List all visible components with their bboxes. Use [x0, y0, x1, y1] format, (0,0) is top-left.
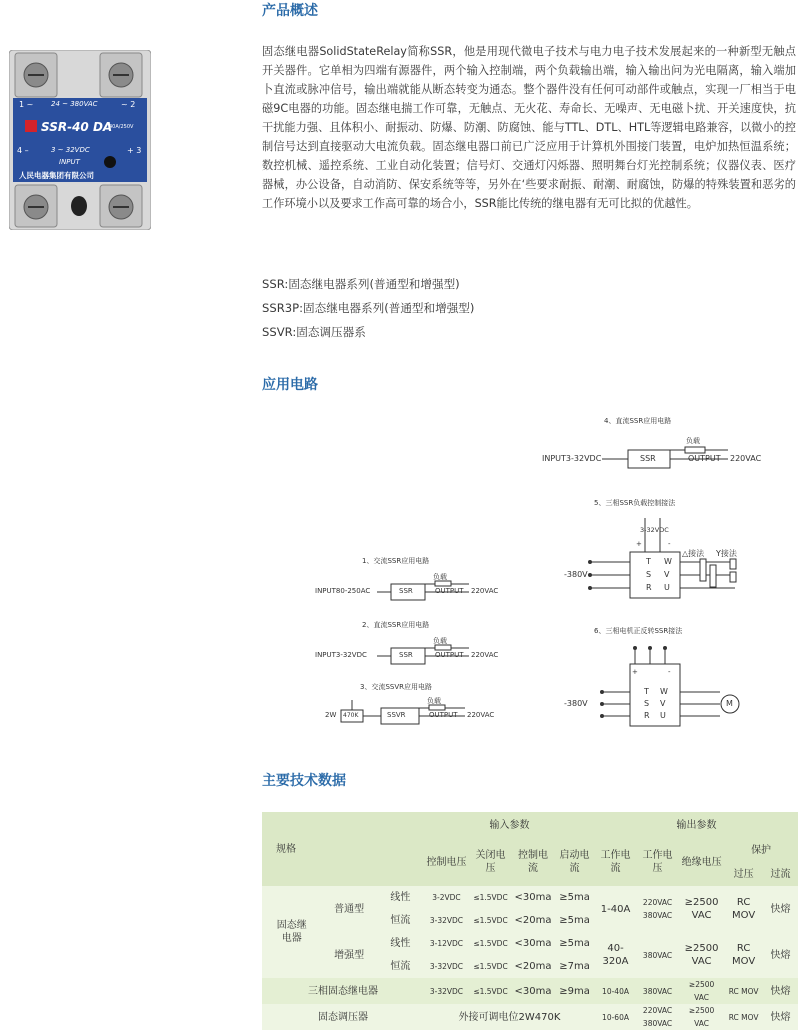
terminal-range-bottom: 3 ~ 32VDC: [51, 146, 90, 154]
circuit-4-caption: 4、直流SSR应用电路: [604, 417, 672, 425]
circuit-3-watt: 2W: [325, 711, 337, 719]
circuit-2-volt: 220VAC: [471, 651, 499, 659]
circuit-6-minus: -: [668, 668, 671, 676]
start-i-3: ≥5ma: [559, 938, 590, 949]
regulator-iso-v: ≥2500 VAC: [688, 1006, 715, 1028]
circuit-5-dc: 3-32VDC: [640, 526, 669, 534]
header-off-v: 关闭电压: [475, 850, 506, 874]
circuit-1-output: OUTPUT: [435, 587, 464, 595]
terminal-2: ~ 2: [121, 100, 136, 109]
off-v-4: ≤1.5VDC: [473, 962, 508, 971]
overview-text: [262, 42, 796, 213]
product-image: [9, 50, 151, 230]
specs-heading: 主要技术数据: [262, 773, 346, 789]
circuit-5-volt: -380V: [564, 570, 588, 579]
terminal-3: + 3: [127, 146, 142, 155]
circuit-4: [540, 434, 780, 474]
circuit-6-right-v: V: [660, 699, 666, 708]
spec-table: [262, 812, 798, 1030]
ctrl-i-1: <30ma: [514, 892, 552, 903]
circuit-5-caption: 5、三相SSR负载控制接法: [594, 499, 676, 507]
off-v-2: ≤1.5VDC: [473, 916, 508, 925]
circuit-6-volt: -380V: [564, 699, 588, 708]
circuits-heading: 应用电路: [262, 377, 318, 393]
circuit-5-left-s: S: [646, 570, 652, 579]
circuit-5-plus: +: [636, 540, 642, 548]
circuit-2-caption: 2、直流SSR应用电路: [362, 621, 430, 629]
normal-iso-v: ≥2500 VAC: [684, 897, 719, 921]
circuit-6: [560, 640, 790, 740]
circuit-1: [315, 572, 525, 604]
overview-paragraph: 固态继电器SolidStateRelay简称SSR，他是用现代微电子技术与电力电子技术发展起来的一种新型无触点开关器件。它单相为四端有源器件，两个输入控制端，两个负载输出端，输入输出问为光电隔离，输入端加卜直流或脉冲信号，输出端就能从断态转变为通态。整个器件没有任何可动部件或触点，实现一厂相当于电磁9C电器的功能。固态继电揣工作可靠，无触点、无火花、寿命长、无噪声、无电磁卜扰、开关速度快，抗干扰能力强、且体积小、耐振动、防爆、防潮、防腐蚀、能与TTL、DTL、HTL等逻辑电路兼容，以微小的控制信号达到直接驱动大电流负载。固态继电器口前已广泛应用于计算机外围接门装置，电炉加热恒温系统；数控机械、遥控系统、工业自动化装置；信号灯、交通灯闪烁器、照明舞台灯光控制系统；仪器仪表、医疗器械，办公设备，自动消防、保安系统等等，另外在‘些要求耐振、耐潮、耐腐蚀，防爆的特殊装置和恶劣的工作环境小以及要求工作高可靠的场合小，SSR能比传统的继电器有无可比拟的优越性。: [262, 45, 796, 210]
terminal-range-top: 24 ~ 380VAC: [51, 100, 98, 108]
header-protect: 保护: [751, 844, 772, 856]
type-normal: 普通型: [334, 903, 365, 915]
product-rating: 40A/250V: [109, 124, 134, 130]
regulator-work-i: 10-60A: [602, 1012, 629, 1022]
circuit-1-caption: 1、交流SSR应用电路: [362, 557, 430, 565]
circuit-5-star: Y接法: [716, 549, 737, 558]
enh-iso-v: ≥2500 VAC: [684, 943, 719, 967]
enh-oc: 快熔: [770, 949, 791, 961]
header-work-v: 工作电压: [642, 850, 673, 874]
row-linear-2: 线性: [390, 938, 411, 949]
terminal-4: 4 –: [17, 146, 29, 155]
motor-icon: M: [726, 699, 733, 708]
circuit-5: [560, 512, 800, 612]
ctrl-v-2: 3-32VDC: [429, 916, 464, 925]
group-ssr: 固态继电器: [276, 920, 307, 944]
circuit-2: [315, 636, 525, 668]
off-v-1: ≤1.5VDC: [473, 893, 508, 902]
enh-ov: RC MOV: [732, 943, 756, 967]
circuit-5-right-w: W: [664, 557, 672, 566]
three-phase-work-v: 380VAC: [642, 986, 673, 996]
start-i-1: ≥5ma: [559, 892, 590, 903]
circuit-6-right-w: W: [660, 687, 668, 696]
normal-work-v: 220VAC 380VAC: [642, 898, 673, 920]
start-i-4: ≥7ma: [559, 961, 590, 972]
product-model: SSR-40 DA: [41, 120, 113, 134]
input-label: INPUT: [59, 158, 80, 166]
circuit-5-delta: △接法: [682, 549, 705, 558]
circuit-5-left-t: T: [646, 557, 651, 566]
ctrl-v-4: 3-32VDC: [429, 962, 464, 971]
circuit-5-minus: -: [668, 540, 671, 548]
start-i-2: ≥5ma: [559, 915, 590, 926]
regulator-label: 固态调压器: [317, 1011, 368, 1023]
circuit-5-left-r: R: [646, 583, 652, 592]
header-ctrl-i: 控制电流: [518, 850, 549, 874]
circuit-4-input: INPUT3-32VDC: [542, 454, 602, 463]
ctrl-i-4: <20ma: [514, 961, 552, 972]
header-work-i: 工作电流: [600, 850, 631, 874]
regulator-work-v: 220VAC 380VAC: [642, 1006, 673, 1028]
header-start-i: 启动电流: [559, 850, 590, 874]
circuit-4-load: 负载: [686, 437, 700, 445]
circuit-6-caption: 6、三相电机正反转SSR接法: [594, 627, 683, 635]
circuit-3-box: SSVR: [387, 711, 406, 719]
regulator-input: 外接可调电位2W470K: [458, 1011, 561, 1023]
three-phase-iso-v: ≥2500 VAC: [688, 980, 715, 1002]
header-overvolt: 过压: [733, 868, 754, 880]
circuit-6-right-u: U: [660, 711, 666, 720]
circuit-1-load: 负载: [433, 573, 447, 581]
circuit-2-output: OUTPUT: [435, 651, 464, 659]
three-phase-ctrl-v: 3-32VDC: [429, 986, 464, 996]
circuit-3-pot: 470K: [343, 712, 359, 719]
circuit-6-plus: +: [632, 668, 638, 676]
three-phase-ctrl-i: <30ma: [514, 985, 552, 997]
circuit-1-box: SSR: [399, 587, 413, 595]
circuit-3-load: 负载: [427, 697, 441, 705]
enh-work-i: 40-320A: [602, 943, 629, 967]
row-const-1: 恒流: [390, 915, 411, 926]
row-linear-1: 线性: [390, 892, 411, 903]
three-phase-oc: 快熔: [770, 985, 791, 997]
normal-ov: RC MOV: [732, 897, 756, 921]
three-phase-ov: RC MOV: [728, 986, 759, 996]
overview-heading: 产品概述: [262, 3, 318, 19]
header-output: 输出参数: [676, 819, 717, 831]
terminal-1: 1 ~: [19, 100, 34, 109]
header-overcur: 过流: [770, 868, 791, 880]
circuit-1-volt: 220VAC: [471, 587, 499, 595]
circuit-3-volt: 220VAC: [467, 711, 495, 719]
circuit-1-input: INPUT80-250AC: [315, 587, 371, 595]
circuit-5-right-u: U: [664, 583, 670, 592]
series-ssr: SSR:固态继电器系列(普通型和增强型): [262, 277, 460, 291]
three-phase-off-v: ≤1.5VDC: [473, 986, 508, 996]
circuit-5-right-v: V: [664, 570, 670, 579]
circuit-2-load: 负载: [433, 637, 447, 645]
regulator-oc: 快熔: [770, 1011, 791, 1023]
ctrl-v-1: 3-2VDC: [432, 893, 461, 902]
circuit-4-box: SSR: [640, 454, 656, 463]
circuit-6-left-s: S: [644, 699, 650, 708]
circuit-6-left-t: T: [644, 687, 649, 696]
maker-name: 人民电器集团有限公司: [19, 171, 94, 180]
enh-work-v: 380VAC: [642, 950, 673, 960]
ctrl-v-3: 3-12VDC: [429, 939, 464, 948]
ctrl-i-2: <20ma: [514, 915, 552, 926]
series-ssvr: SSVR:固态调压器系: [262, 325, 366, 339]
circuit-3-output: OUTPUT: [429, 711, 458, 719]
circuit-6-left-r: R: [644, 711, 650, 720]
circuit-3-caption: 3、交流SSVR应用电路: [360, 683, 432, 691]
ctrl-i-3: <30ma: [514, 938, 552, 949]
normal-oc: 快熔: [770, 903, 791, 915]
circuit-4-output: OUTPUT: [688, 454, 721, 463]
header-ctrl-v: 控制电压: [426, 856, 467, 868]
circuit-3: [325, 696, 525, 730]
normal-work-i: 1-40A: [600, 903, 631, 915]
three-phase-label: 三相固态继电器: [307, 985, 378, 997]
circuit-2-input: INPUT3-32VDC: [315, 651, 367, 659]
header-iso-v: 绝缘电压: [681, 856, 722, 868]
header-input: 输入参数: [489, 819, 530, 831]
three-phase-work-i: 10-40A: [602, 986, 629, 996]
row-const-2: 恒流: [390, 961, 411, 972]
series-ssr3p: SSR3P:固态继电器系列(普通型和增强型): [262, 301, 475, 315]
header-spec: 规格: [276, 843, 296, 855]
type-enhanced: 增强型: [334, 949, 365, 961]
three-phase-start-i: ≥9ma: [559, 985, 590, 997]
regulator-ov: RC MOV: [728, 1012, 759, 1022]
circuit-2-box: SSR: [399, 651, 413, 659]
circuit-4-volt: 220VAC: [730, 454, 762, 463]
off-v-3: ≤1.5VDC: [473, 939, 508, 948]
